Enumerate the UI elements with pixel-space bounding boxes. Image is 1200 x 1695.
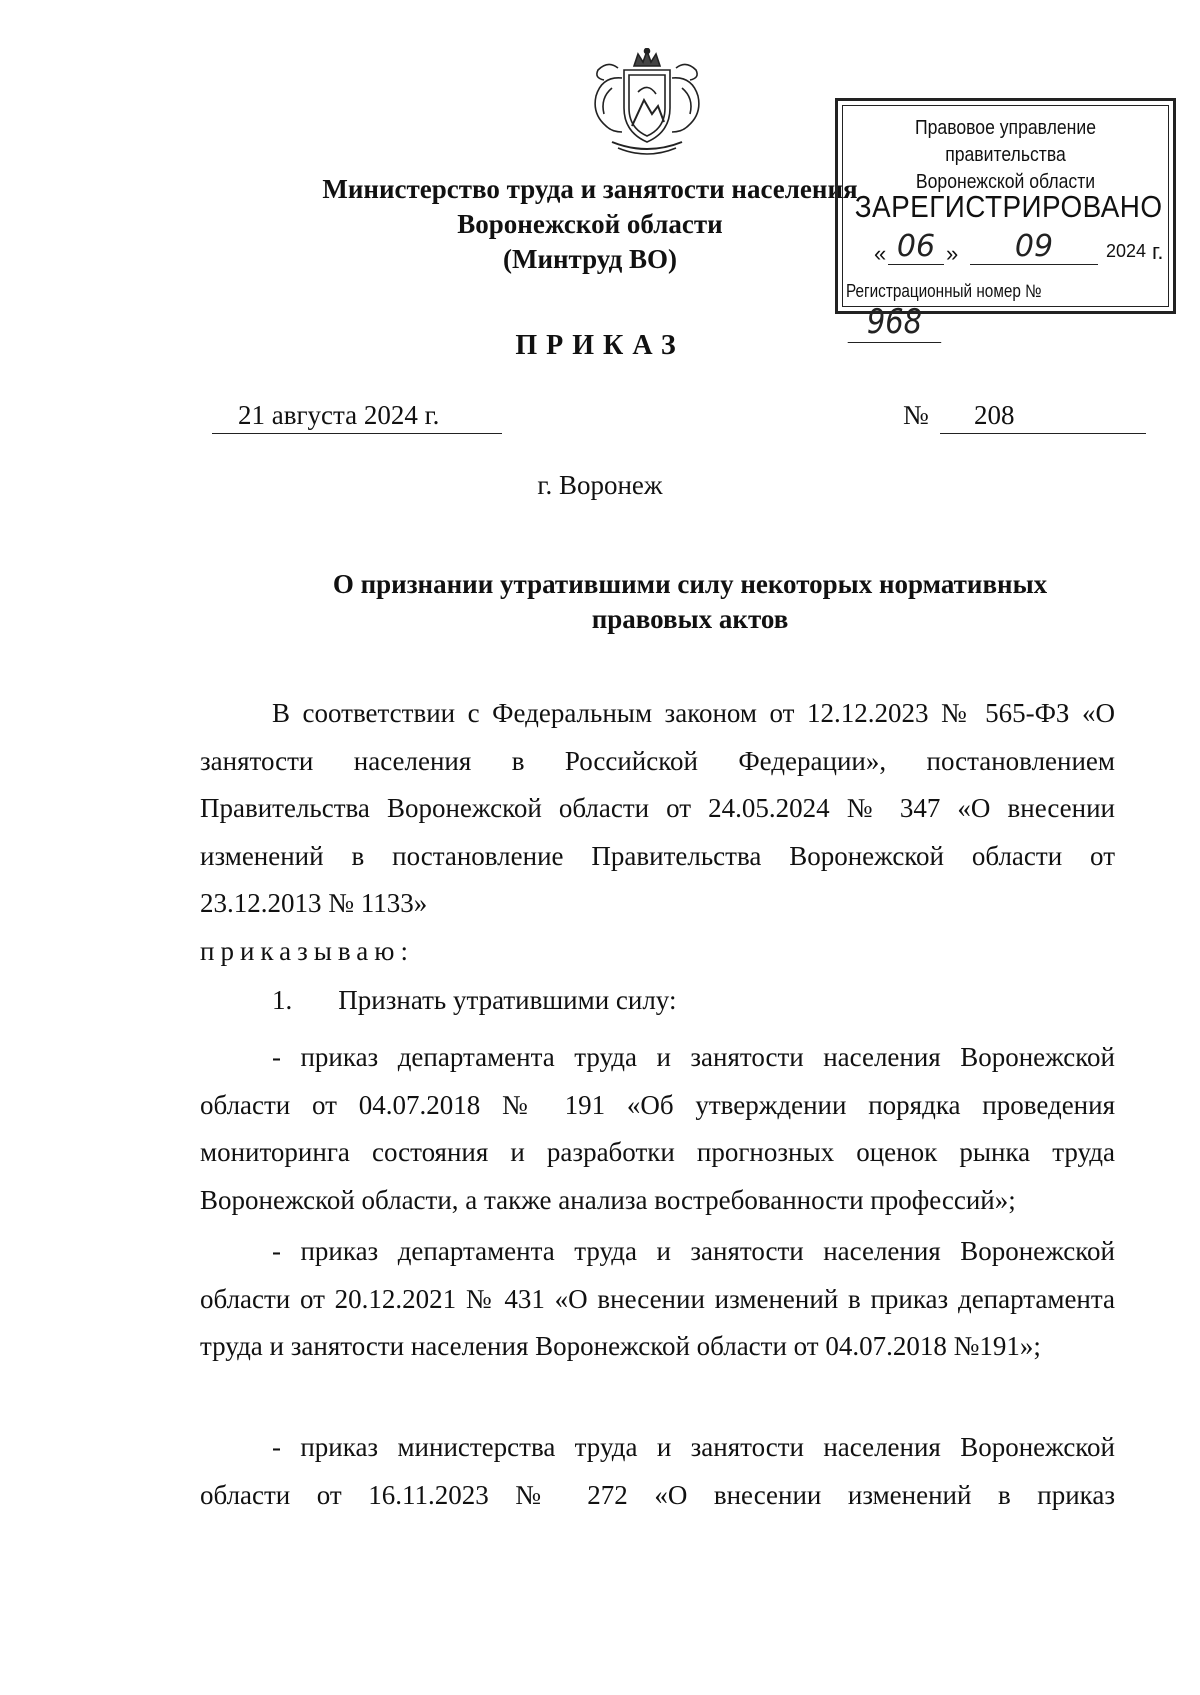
- stamp-org-line2: Воронежской области: [915, 171, 1096, 193]
- organization-region: Воронежской области: [457, 209, 723, 239]
- bullet-2: - приказ департамента труда и занятости населения Воронежской области от 20.12.2021 № 431 «О внесении изменений в приказ департамента труда и занятости населения Воронежской области от 04.07.2018 №191»;: [200, 1236, 1115, 1361]
- bullet-3: - приказ министерства труда и занятости населения Воронежской области от 16.11.2023 № 272 «О внесении изменений в приказ: [200, 1432, 1115, 1510]
- stamp-year-suffix: г.: [1152, 239, 1164, 264]
- organization-header: [300, 172, 880, 277]
- item-1-text: Признать утратившими силу:: [338, 985, 677, 1015]
- organization-name: Министерство труда и занятости населения: [322, 174, 858, 204]
- document-date: 21 августа 2024 г.: [212, 400, 502, 434]
- organization-abbreviation: (Минтруд ВО): [502, 244, 678, 274]
- item-1-number: 1.: [272, 985, 293, 1015]
- subject-line1: О признании утратившими силу некоторых нормативных: [332, 569, 1048, 599]
- document-city: г. Воронеж: [537, 470, 663, 500]
- order-word: приказываю:: [200, 936, 414, 966]
- document-subject: [300, 567, 1080, 637]
- stamp-date: [874, 229, 1164, 273]
- subject-line2: правовых актов: [591, 604, 789, 634]
- stamp-day: 06: [888, 229, 944, 265]
- stamp-reg-number: 968: [848, 302, 942, 343]
- bullet-1: - приказ департамента труда и занятости населения Воронежской области от 04.07.2018 № 191 «Об утверждении порядка проведения мониторинга состояния и разработки прогнозных оценок рынка труда Воронежской области, а также анализа востребованности профессий»;: [200, 1042, 1115, 1215]
- item-1: [272, 985, 722, 1016]
- stamp-year: 2024: [1106, 241, 1147, 261]
- document-number-label: №: [903, 400, 929, 430]
- stamp-quote-open: «: [874, 241, 887, 266]
- coat-of-arms-icon: [582, 48, 712, 158]
- stamp-quote-close: »: [946, 241, 959, 266]
- preamble-paragraph: В соответствии с Федеральным законом от 12.12.2023 № 565-ФЗ «О занятости населения в Российской Федерации», постановлением Правительства Воронежской области от 24.05.2024 № 347 «О внесении изменений в постановление Правительства Воронежской области от 23.12.2013 № 1133»: [200, 698, 1115, 918]
- stamp-status: ЗАРЕГИСТРИРОВАНО: [854, 189, 1163, 224]
- document-type: ПРИКАЗ: [515, 330, 685, 361]
- stamp-organization: [858, 115, 1153, 196]
- registration-stamp: [835, 98, 1176, 342]
- document-number: 208: [940, 400, 1146, 434]
- stamp-month: 09: [970, 229, 1098, 265]
- stamp-reg-label: Регистрационный номер №: [846, 281, 1042, 301]
- stamp-org-line1: Правовое управление правительства: [914, 117, 1097, 166]
